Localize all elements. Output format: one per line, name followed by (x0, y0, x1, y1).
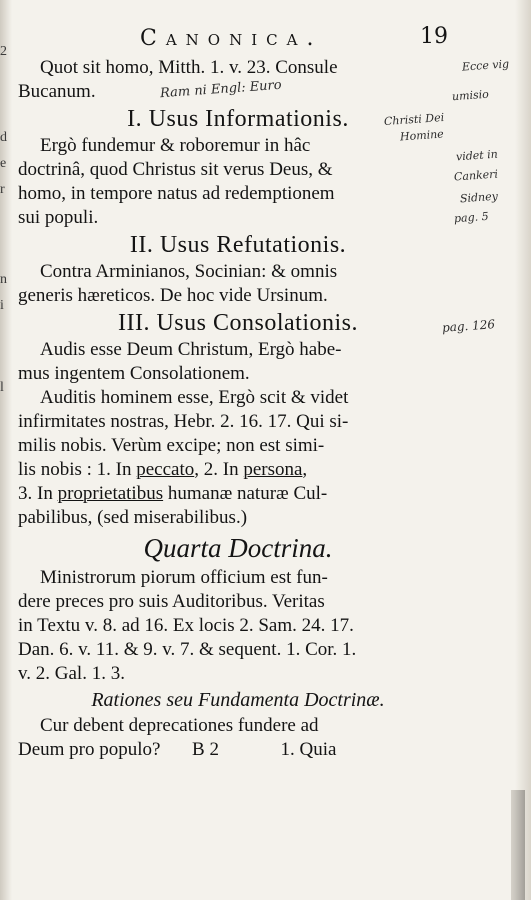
text-line: milis nobis. Verùm excipe; non est simi- (18, 435, 325, 456)
section-heading-consolationis: III. Usus Consolationis. (118, 310, 358, 336)
text-line: Bucanum. (18, 81, 96, 102)
page-header (0, 22, 531, 54)
doctrine-heading: Quarta Doctrina. (143, 533, 333, 563)
handwritten-annotation: umisio (451, 87, 490, 104)
text-line: generis hæreticos. De hoc vide Ursinum. (18, 285, 328, 306)
text-line: Audis esse Deum Christum, Ergò habe- (40, 339, 342, 360)
left-margin-fragment: 2 (0, 44, 7, 59)
text-fragment: , 2. In (194, 459, 244, 480)
handwritten-annotation: Ecce vig (461, 57, 510, 74)
text-line: doctrinâ, quod Christus sit verus Deus, & (18, 159, 333, 180)
text-fragment: 3. In (18, 483, 58, 504)
handwritten-annotation: Homine (399, 127, 445, 144)
section-heading-informationis: I. Usus Informationis. (127, 106, 349, 132)
left-margin-fragment: e (0, 156, 7, 171)
left-margin-fragment: i (0, 298, 4, 313)
handwritten-annotation: pag. 5 (453, 209, 490, 226)
catchword: 1. Quia (280, 739, 337, 760)
left-margin-fragment: r (0, 182, 5, 197)
handwritten-annotation: pag. 126 (441, 317, 496, 335)
right-edge (515, 0, 531, 900)
text-line (18, 738, 458, 762)
handwritten-annotation: Christi Dei (383, 110, 445, 129)
text-line: Dan. 6. v. 11. & 9. v. 7. & sequent. 1. Cor. 1. (18, 639, 357, 660)
text-fragment: lis nobis : 1. In (18, 459, 137, 480)
text-fragment: humanæ naturæ Cul- (163, 483, 328, 504)
handwritten-annotation: videt in (455, 147, 499, 164)
signature-mark: B 2 (192, 739, 219, 760)
text-line: Ergò fundemur & roboremur in hâc (40, 135, 311, 156)
running-head: Canonica. (140, 26, 323, 51)
left-margin-fragment: l (0, 380, 4, 395)
left-margin-fragment: d (0, 130, 7, 145)
text-line: Cur debent deprecationes fundere ad (40, 715, 319, 736)
text-line (18, 458, 458, 482)
text-line: dere preces pro suis Auditoribus. Veritas (18, 591, 325, 612)
section-heading-refutationis: II. Usus Refutationis. (129, 232, 347, 258)
text-line: v. 2. Gal. 1. 3. (18, 663, 125, 684)
handwritten-annotation: Sidney (459, 189, 499, 206)
underlined-word: proprietatibus (57, 483, 164, 504)
text-line: Auditis hominem esse, Ergò scit & videt (40, 387, 349, 408)
page-body (18, 56, 458, 762)
page-number: 19 (420, 24, 448, 49)
text-line (18, 482, 458, 506)
text-line: infirmitates nostras, Hebr. 2. 16. 17. Qui si- (18, 411, 349, 432)
handwritten-annotation: Ram ni Engl: Euro (159, 77, 283, 102)
underlined-word: persona (243, 459, 303, 480)
text-line: sui populi. (18, 207, 99, 228)
underlined-word: peccato (136, 459, 195, 480)
text-line: in Textu v. 8. ad 16. Ex locis 2. Sam. 24. 17. (18, 615, 354, 636)
text-line: Quot sit homo, Mitth. 1. v. 23. Consule (40, 57, 338, 78)
handwritten-annotation: Cankeri (453, 167, 499, 184)
text-line: Ministrorum piorum officium est fun- (40, 567, 328, 588)
page-edge-shadow (511, 790, 525, 900)
text-line: pabilibus, (sed miserabilibus.) (18, 507, 248, 528)
text-line: homo, in tempore natus ad redemptionem (18, 183, 335, 204)
text-line: mus ingentem Consolationem. (18, 363, 250, 384)
text-line: Contra Arminianos, Socinian: & omnis (40, 261, 338, 282)
text-fragment: Deum pro populo? (18, 739, 161, 760)
left-margin-fragment: n (0, 272, 7, 287)
text-fragment: , (302, 459, 308, 480)
rationes-heading: Rationes seu Fundamenta Doctrinæ. (91, 689, 385, 711)
